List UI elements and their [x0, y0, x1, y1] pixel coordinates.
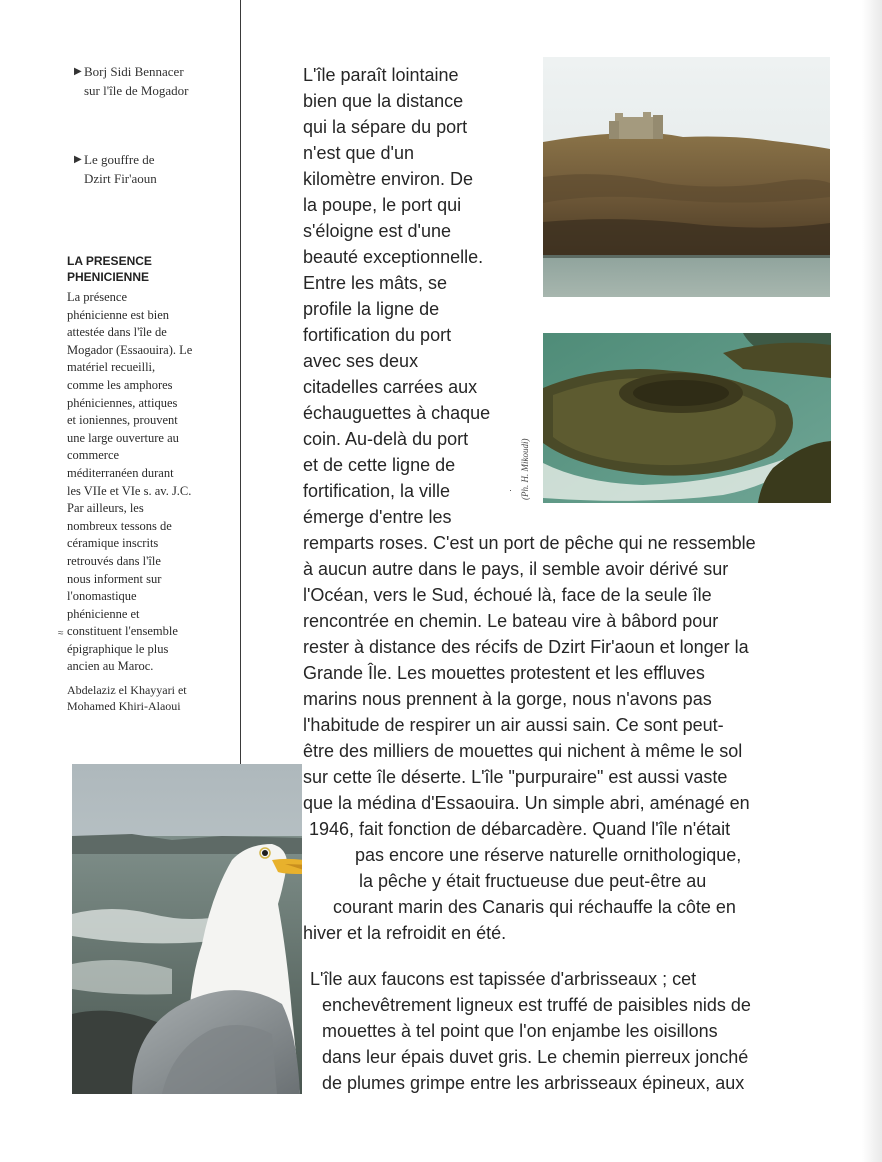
caption-arrow-icon: ▶	[74, 154, 82, 165]
photo-borj-sidi-bennacer	[543, 57, 830, 297]
text-line: que la médina d'Essaouira. Un simple abri, aménagé en	[303, 793, 750, 813]
sidebar-title: LA PRESENCE PHENICIENNE	[67, 254, 152, 284]
text-line: L'île paraît lointaine	[303, 65, 459, 85]
text-line: émerge d'entre les	[303, 507, 452, 527]
text-line: enchevêtrement ligneux est truffé de paisibles nids de	[322, 995, 751, 1015]
text-line: la pêche y était fructueuse due peut-être au	[359, 871, 707, 891]
main-text-wide	[303, 530, 756, 946]
text-line: 1946, fait fonction de débarcadère. Quand l'île n'était	[309, 819, 731, 839]
photo-credit: (Ph. H. Mikoudi)	[520, 438, 530, 500]
text-line: L'île aux faucons est tapissée d'arbrisseaux ; cet	[310, 969, 697, 989]
text-line: mouettes à tel point que l'on enjambe les oisillons	[322, 1021, 718, 1041]
page-edge	[862, 0, 882, 1162]
text-line: citadelles carrées aux	[303, 377, 478, 397]
text-line: Entre les mâts, se	[303, 273, 448, 293]
text-line: sur cette île déserte. L'île "purpuraire" est aussi vaste	[303, 767, 728, 787]
text-line: dans leur épais duvet gris. Le chemin pierreux jonché	[322, 1047, 749, 1067]
text-line: rencontrée en chemin. Le bateau vire à bâbord pour	[303, 611, 719, 631]
text-line: à aucun autre dans le pays, il semble avoir dérivé sur	[303, 559, 729, 579]
sidebar-author: Abdelaziz el Khayyari et Mohamed Khiri-Alaoui	[67, 683, 187, 713]
text-line: échauguettes à chaque	[303, 403, 491, 423]
text-line: la poupe, le port qui	[303, 195, 462, 215]
sidebar-body: La présence phénicienne est bien attestée dans l'île de Mogador (Essaouira). Le matériel recueilli, comme les amphores phéniciennes, attiques et ioniennes, prouvent une large ouverture au commerce méditerranéen durant les VIIe et VIe s. av. J.C. Par ailleurs, les nombreux tessons de céramique inscrits retrouvés dans l'île nous informent sur l'onomastique phénicienne et constituent l'ensemble épigraphique le plus ancien au Maroc.	[67, 290, 193, 674]
text-line: fortification, la ville	[303, 481, 451, 501]
text-line: bien que la distance	[303, 91, 464, 111]
text-line: l'Océan, vers le Sud, échoué là, face de la seule île	[303, 585, 712, 605]
caption-text: Le gouffre de Dzirt Fir'aoun	[84, 152, 157, 186]
text-line: avec ses deux	[303, 351, 419, 371]
text-line: de plumes grimpe entre les arbrisseaux épineux, aux	[322, 1073, 745, 1093]
text-line: être des milliers de mouettes qui nichent à même le sol	[303, 741, 743, 761]
text-line: profile la ligne de	[303, 299, 440, 319]
text-line: s'éloigne est d'une	[303, 221, 451, 241]
text-line: beauté exceptionnelle.	[303, 247, 484, 267]
text-line: fortification du port	[303, 325, 452, 345]
text-line: Grande Île. Les mouettes protestent et les effluves	[303, 663, 705, 683]
text-line: et de cette ligne de	[303, 455, 456, 475]
caption-borj	[74, 62, 234, 100]
text-line: marins nous prennent à la gorge, nous n'avons pas	[303, 689, 712, 709]
text-line: l'habitude de respirer un air aussi sain. Ce sont peut-	[303, 715, 724, 735]
main-text-column	[303, 62, 490, 530]
text-line: rester à distance des récifs de Dzirt Fir'aoun et longer la	[303, 637, 749, 657]
text-line: remparts roses. C'est un port de pêche qui ne ressemble	[303, 533, 756, 553]
text-line: qui la sépare du port	[303, 117, 468, 137]
column-divider	[240, 0, 241, 805]
text-line: coin. Au-delà du port	[303, 429, 469, 449]
decorative-dot: ·	[509, 485, 512, 495]
photo-seagull	[72, 764, 302, 1094]
caption-arrow-icon: ▶	[74, 66, 82, 77]
text-line: courant marin des Canaris qui réchauffe la côte en	[333, 897, 736, 917]
second-paragraph	[310, 966, 751, 1096]
text-line: n'est que d'un	[303, 143, 414, 163]
caption-gouffre	[74, 150, 234, 188]
text-line: kilomètre environ. De	[303, 169, 474, 189]
text-line: hiver et la refroidit en été.	[303, 923, 507, 943]
margin-mark-icon: ≈	[58, 628, 64, 639]
text-line: pas encore une réserve naturelle ornithologique,	[355, 845, 742, 865]
photo-gouffre-dzirt-firaoun	[543, 333, 831, 503]
caption-text: Borj Sidi Bennacer sur l'île de Mogador	[84, 64, 189, 98]
